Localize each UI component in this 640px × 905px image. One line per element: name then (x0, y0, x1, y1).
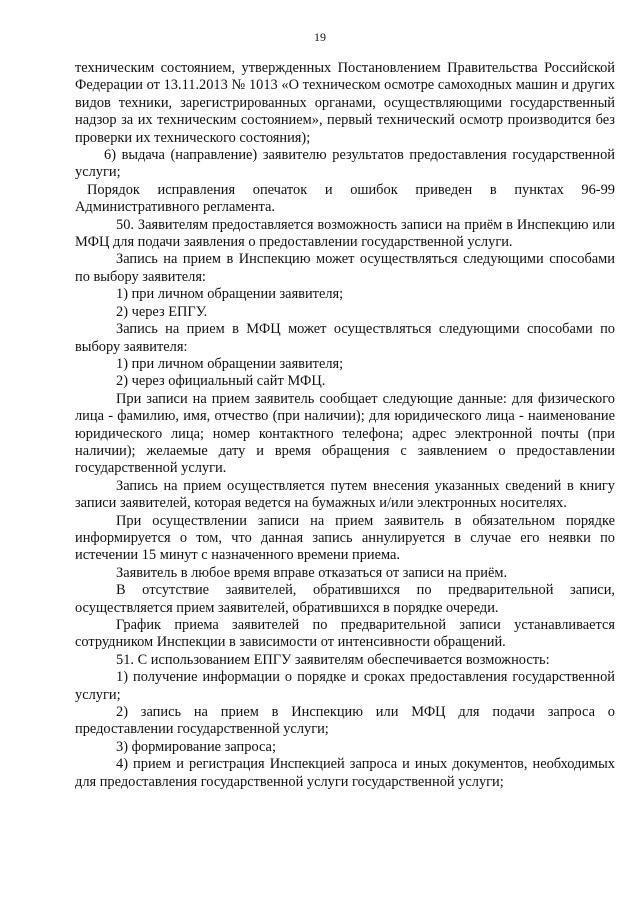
paragraph-mfc-booking-methods: Запись на прием в МФЦ может осуществляться следующими способами по выбору заявителя: (75, 321, 615, 355)
paragraph-continuation: техническим состоянием, утвержденных Постановлением Правительства Российской Федерации от 13.11.2013 № 1013 «О техническом осмотре самоходных машин и других видов техники, зарегистрированных органами, осуществляющими государственный надзор за их техническим состоянием», первый технический осмотр производится без проверки их технического состояния); (75, 60, 615, 146)
paragraph-booking-cancellation-warning: При осуществлении записи на прием заявитель в обязательном порядке информируется о том, что данная запись аннулируется в случае его неявки по истечении 15 минут с назначенного времени приема. (75, 512, 615, 564)
list-item-information: 1) получение информации о порядке и сроках предоставления государственной услуги; (75, 669, 615, 703)
page-number: 19 (314, 30, 326, 44)
paragraph-inspection-booking-methods: Запись на прием в Инспекцию может осуществляться следующими способами по выбору заявителя: (75, 251, 615, 285)
list-item-mfc-website: 2) через официальный сайт МФЦ. (116, 373, 326, 390)
paragraph-schedule: График приема заявителей по предварительной записи устанавливается сотрудником Инспекции в зависимости от интенсивности обращений. (75, 617, 615, 651)
paragraph-booking-register: Запись на прием осуществляется путем внесения указанных сведений в книгу записи заявителей, которая ведется на бумажных и/или электронных носителях. (75, 477, 615, 512)
paragraph-queue-order: В отсутствие заявителей, обратившихся по предварительной записи, осуществляется прием заявителей, обратившихся в порядке очереди. (75, 582, 615, 616)
list-item-request-forming: 3) формирование запроса; (116, 738, 276, 755)
list-item-personal-visit: 1) при личном обращении заявителя; (116, 286, 344, 303)
list-item-appointment: 2) запись на прием в Инспекцию или МФЦ для подачи запроса о предоставлении государственной услуги; (75, 704, 615, 738)
document-body (75, 60, 615, 791)
paragraph-51-epgu-capabilities: 51. С использованием ЕПГУ заявителям обеспечивается возможность: (116, 651, 550, 668)
list-item-registration: 4) прием и регистрация Инспекцией запроса и иных документов, необходимых для предоставления государственной услуги государственной услуги; (75, 756, 615, 790)
list-item-6-result-issuance: 6) выдача (направление) заявителю результатов предоставления государственной услуги; (75, 147, 615, 181)
paragraph-corrections-procedure: Порядок исправления опечаток и ошибок приведен в пунктах 96-99 Административного регламента. (75, 181, 615, 216)
paragraph-applicant-refusal: Заявитель в любое время вправе отказаться от записи на приём. (116, 564, 508, 581)
list-item-personal-visit-mfc: 1) при личном обращении заявителя; (116, 355, 344, 372)
paragraph-booking-data: При записи на прием заявитель сообщает следующие данные: для физического лица - фамилию, имя, отчество (при наличии); для юридического лица - наименование юридического лица; номер контактного телефона; адрес электронной почты (при наличии); желаемые дату и время обращения с заявлением о предоставлении государственной услуги. (75, 390, 615, 477)
paragraph-50-appointment: 50. Заявителям предоставляется возможность записи на приём в Инспекцию или МФЦ для подачи заявления о предоставлении государственной услуги. (75, 216, 615, 251)
list-item-epgu: 2) через ЕПГУ. (116, 303, 208, 320)
